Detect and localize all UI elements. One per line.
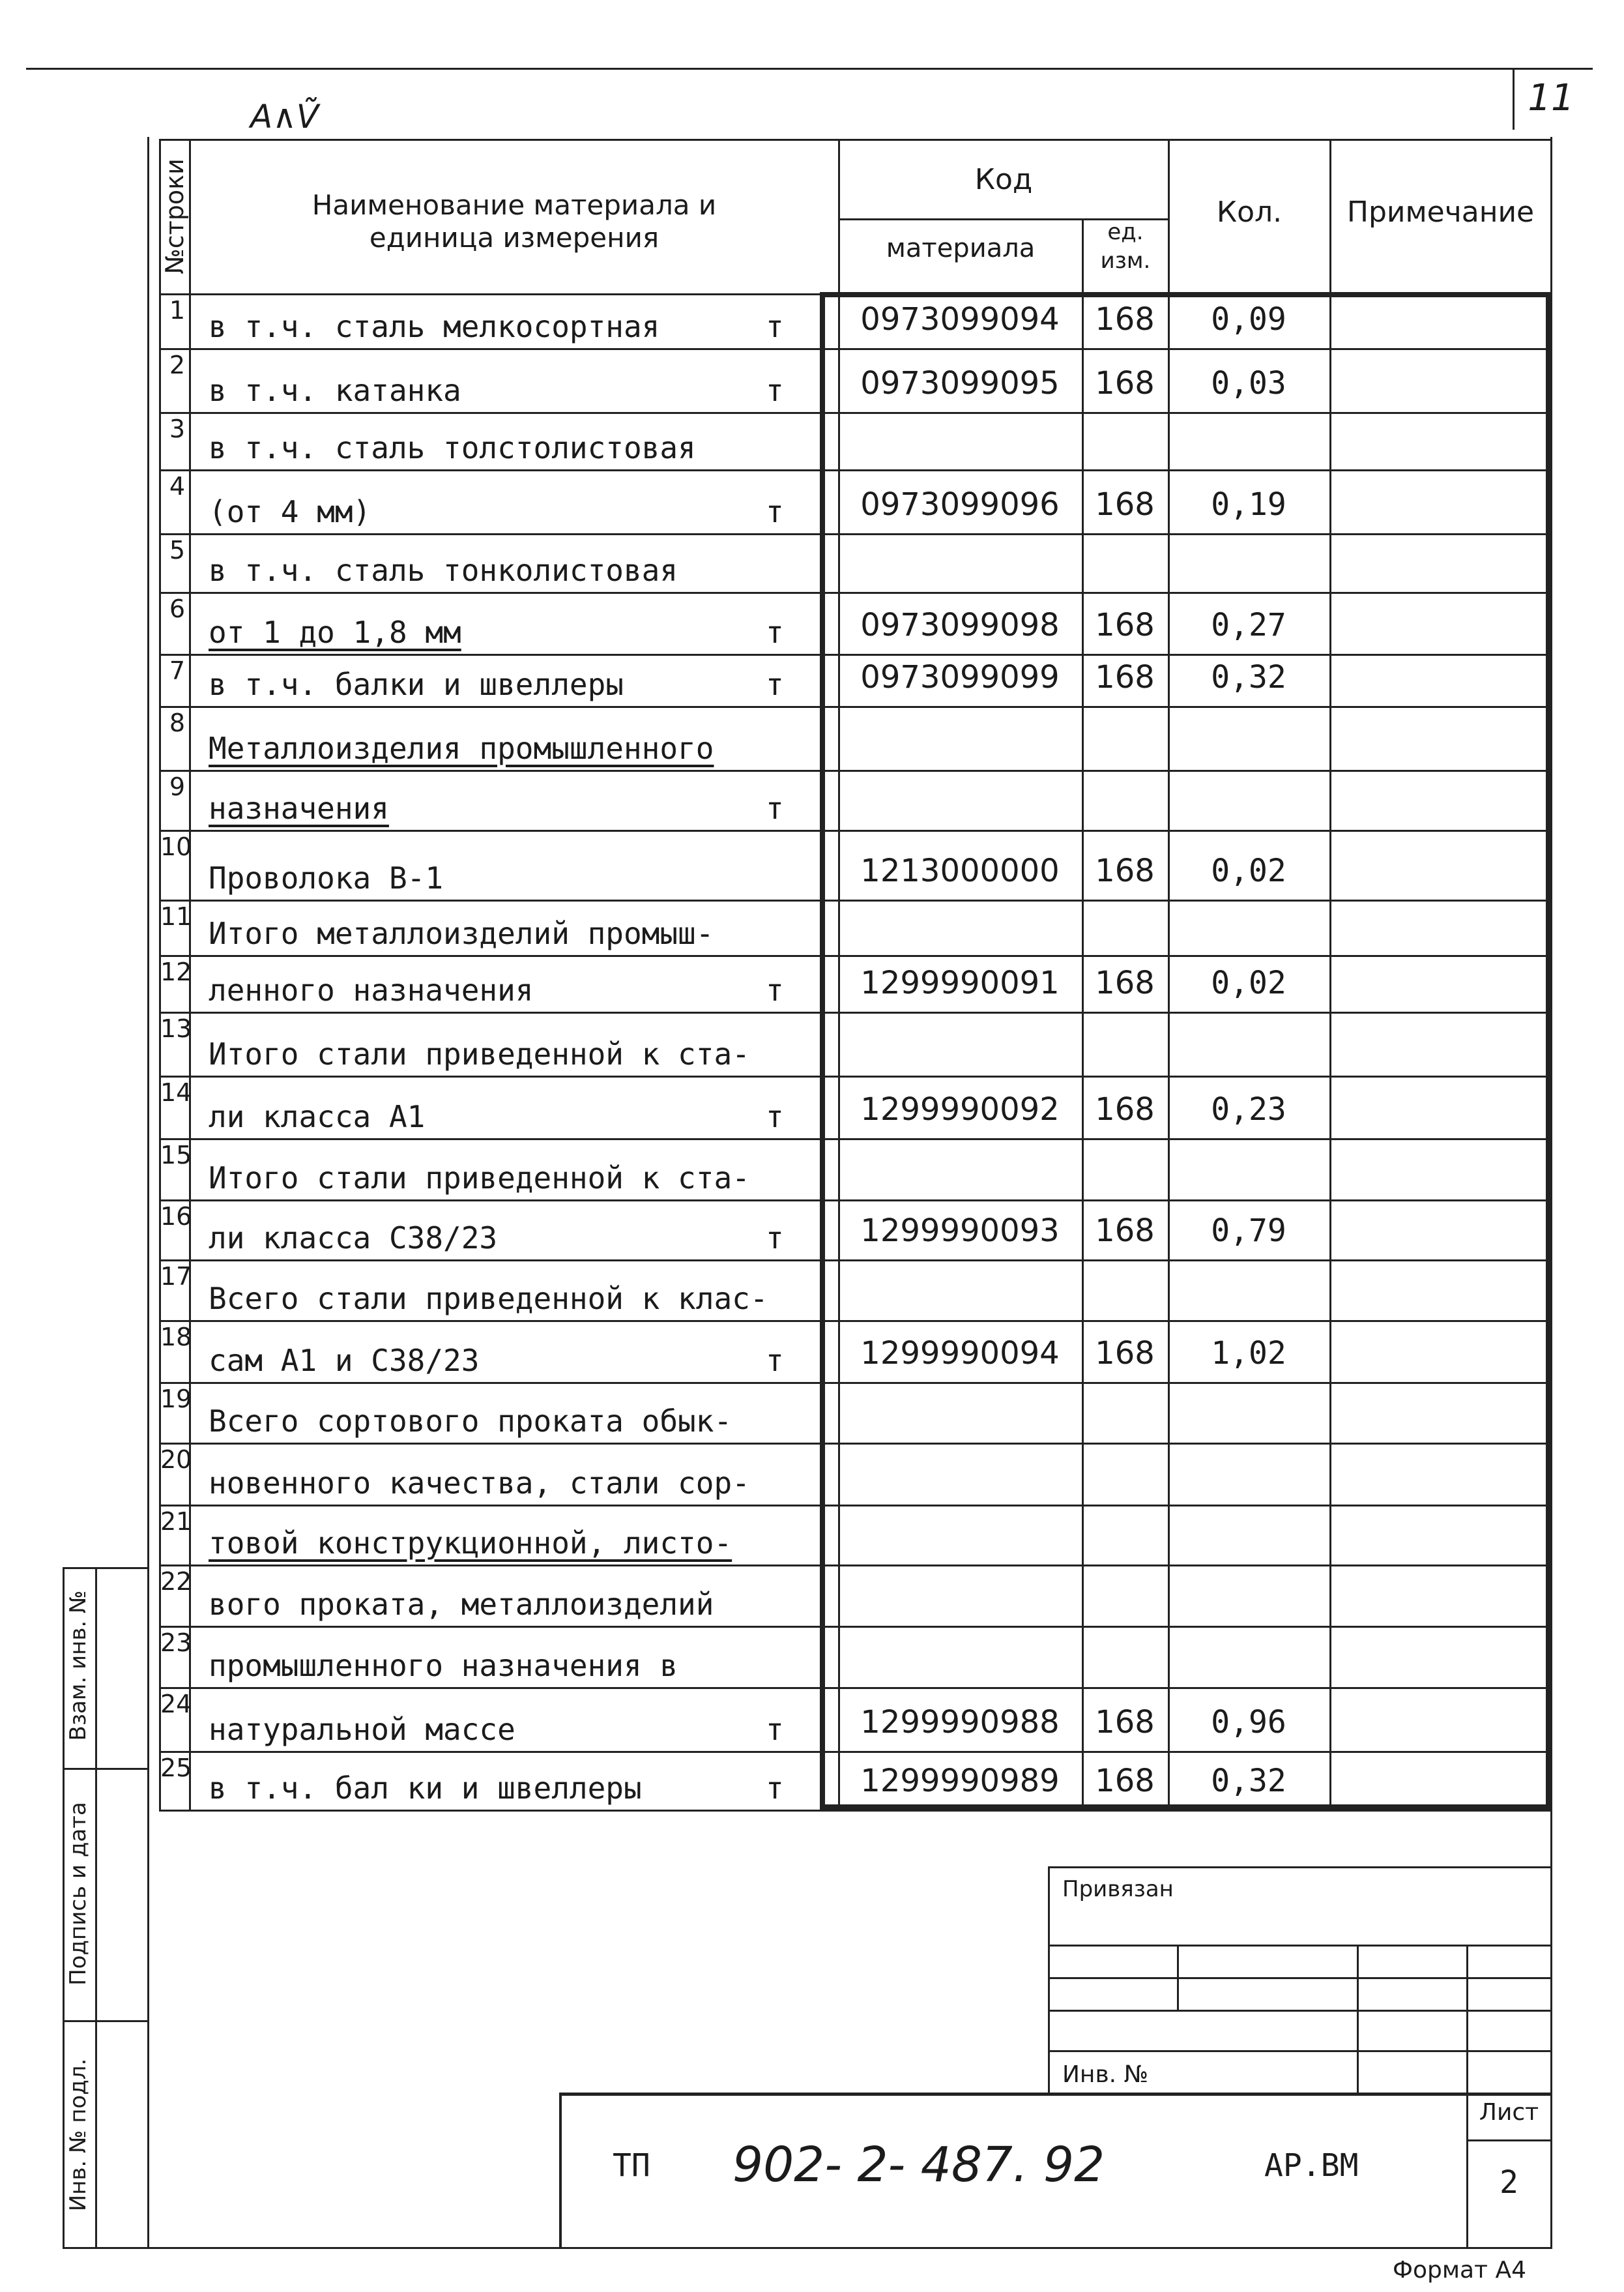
- row-number: 8: [169, 709, 185, 737]
- row-number: 17: [160, 1262, 192, 1291]
- unit-name: т: [766, 1770, 784, 1806]
- header-code: Код: [974, 163, 1033, 196]
- quantity: 0,32: [1211, 1763, 1286, 1799]
- header-row-number: №строки: [160, 158, 189, 274]
- unit-name: т: [766, 615, 784, 650]
- sheet-number-mark: 11: [1528, 77, 1574, 119]
- unit-code: 168: [1095, 1335, 1155, 1372]
- row-divider-line: [189, 592, 191, 656]
- unit-name: т: [766, 1343, 784, 1378]
- material-code: 1299990988: [860, 1704, 1060, 1741]
- header-qty: Кол.: [1216, 196, 1283, 229]
- quantity: 0,32: [1211, 659, 1286, 696]
- header-name-line2: единица измерения: [369, 222, 660, 254]
- material-name: Металлоизделия промышленного: [209, 731, 714, 766]
- quantity: 0,27: [1211, 607, 1286, 643]
- material-name: Итого металлоизделий промыш-: [209, 916, 714, 951]
- row-number: 7: [169, 656, 185, 685]
- row-number: 19: [160, 1385, 192, 1413]
- stamp-grid-v2: [1357, 1945, 1359, 2094]
- quantity: 0,23: [1211, 1091, 1286, 1128]
- stamp-inv-no: Инв. №: [1062, 2061, 1149, 2088]
- quantity: 0,03: [1211, 365, 1286, 402]
- material-name: Итого стали приведенной к ста-: [209, 1036, 750, 1072]
- side-strip-div2: [63, 2020, 149, 2022]
- row-number: 4: [169, 472, 185, 501]
- row-number: 22: [160, 1567, 192, 1596]
- unit-name: т: [766, 973, 784, 1008]
- stamp-left-line: [1048, 1866, 1050, 2094]
- unit-code: 168: [1095, 965, 1155, 1001]
- material-name: сам А1 и С38/23: [209, 1343, 480, 1378]
- material-name: ленного назначения: [209, 973, 534, 1008]
- side-label-vzam: Взам. инв. №: [65, 1590, 91, 1741]
- stamp-top-line: [1048, 1866, 1550, 1868]
- quantity: 0,02: [1211, 853, 1286, 889]
- unit-code: 168: [1095, 1091, 1155, 1128]
- material-name: от 1 до 1,8 мм: [209, 615, 461, 650]
- row-number: 24: [160, 1690, 192, 1718]
- data-area-frame: [820, 292, 1551, 1810]
- title-block-list-split: [1466, 2139, 1550, 2141]
- material-code: 1299990989: [860, 1763, 1060, 1799]
- material-name: в т.ч. балки и швеллеры: [209, 667, 624, 702]
- material-name: Проволока В-1: [209, 860, 444, 896]
- material-name: натуральной массе: [209, 1712, 515, 1747]
- stamp-tp: ТП: [613, 2147, 650, 2184]
- header-unit-b: изм.: [1100, 248, 1151, 274]
- unit-code: 168: [1095, 853, 1155, 889]
- material-code: 1299990092: [860, 1091, 1060, 1128]
- frame-left-line: [147, 137, 149, 2249]
- stamp-doc-number: 902- 2- 487. 92: [732, 2137, 1105, 2193]
- material-code: 1299990094: [860, 1335, 1060, 1372]
- row-number: 12: [160, 958, 192, 986]
- material-name: Итого стали приведенной к ста-: [209, 1160, 750, 1196]
- unit-code: 168: [1095, 1212, 1155, 1249]
- unit-name: т: [766, 373, 784, 408]
- sheet-number-box-divider: [1513, 68, 1515, 130]
- row-divider-line: [189, 706, 191, 772]
- stamp-grid-v1: [1177, 1945, 1179, 2012]
- stamp-grid-h1: [1048, 1945, 1550, 1947]
- row-number: 23: [160, 1628, 192, 1657]
- stamp-grid-h3: [1048, 2010, 1550, 2012]
- sheet-top-line: [26, 68, 1593, 70]
- stamp-privyazan: Привязан: [1062, 1876, 1174, 1902]
- quantity: 0,96: [1211, 1704, 1286, 1741]
- row-bottom-line: [159, 1810, 1550, 1812]
- material-name: вого проката, металлоизделий: [209, 1587, 714, 1622]
- material-name: в т.ч. катанка: [209, 373, 461, 408]
- row-number: 1: [169, 296, 185, 325]
- material-code: 0973099099: [860, 659, 1060, 696]
- material-name: новенного качества, стали сор-: [209, 1465, 750, 1501]
- material-name: Всего сортового проката обык-: [209, 1403, 732, 1439]
- quantity: 0,79: [1211, 1212, 1286, 1249]
- material-code: 1299990093: [860, 1212, 1060, 1249]
- material-code: 0973099098: [860, 607, 1060, 643]
- row-number: 3: [169, 415, 185, 443]
- unit-name: т: [766, 1220, 784, 1256]
- row-divider-line: [189, 533, 191, 594]
- side-strip-outer: [63, 1567, 65, 2248]
- stamp-list-label: Лист: [1479, 2099, 1539, 2126]
- header-vline-2: [838, 139, 840, 295]
- side-strip-top: [63, 1567, 149, 1569]
- stamp-list-number: 2: [1500, 2164, 1518, 2201]
- row-number: 18: [160, 1323, 192, 1351]
- header-material: материала: [886, 233, 1036, 263]
- material-name: Всего стали приведенной к клас-: [209, 1281, 768, 1316]
- header-top-line: [159, 139, 1550, 141]
- material-code: 0973099095: [860, 365, 1060, 402]
- row-divider-line: [189, 654, 191, 708]
- material-name: в т.ч. сталь мелкосортная: [209, 309, 660, 344]
- row-divider-line: [189, 293, 191, 350]
- row-number: 10: [160, 832, 192, 861]
- unit-name: т: [766, 309, 784, 344]
- stamp-grid-h4: [1048, 2050, 1550, 2052]
- row-number: 21: [160, 1507, 192, 1536]
- material-name: назначения: [209, 791, 389, 826]
- row-number: 16: [160, 1202, 192, 1231]
- format-label: Формат А4: [1392, 2257, 1526, 2284]
- unit-code: 168: [1095, 301, 1155, 338]
- row-number: 25: [160, 1754, 192, 1782]
- material-code: 1299990091: [860, 965, 1060, 1001]
- material-name: в т.ч. сталь толстолистовая: [209, 430, 696, 465]
- material-name: в т.ч. сталь тонколистовая: [209, 553, 678, 588]
- row-number: 2: [169, 351, 185, 379]
- title-block-left-line: [559, 2093, 562, 2248]
- unit-name: т: [766, 791, 784, 826]
- material-name: ли класса А1: [209, 1099, 426, 1134]
- side-strip-inner: [95, 1567, 97, 2248]
- material-code: 0973099096: [860, 486, 1060, 523]
- title-block-top-line: [559, 2093, 1550, 2096]
- unit-name: т: [766, 1712, 784, 1747]
- quantity: 0,02: [1211, 965, 1286, 1001]
- unit-name: т: [766, 494, 784, 529]
- row-divider-line: [189, 348, 191, 414]
- unit-name: т: [766, 667, 784, 702]
- unit-code: 168: [1095, 659, 1155, 696]
- quantity: 0,19: [1211, 486, 1286, 523]
- stamp-mark: АР.ВМ: [1264, 2147, 1359, 2184]
- row-number: 13: [160, 1014, 192, 1043]
- stamp-grid-v3: [1466, 1945, 1468, 2094]
- row-number: 9: [169, 772, 185, 801]
- side-label-inv-podl: Инв. № подл.: [65, 2058, 91, 2212]
- row-number: 6: [169, 595, 185, 623]
- quantity: 0,09: [1211, 301, 1286, 338]
- material-code: 1213000000: [860, 853, 1060, 889]
- unit-code: 168: [1095, 365, 1155, 402]
- material-name: (от 4 мм): [209, 494, 371, 529]
- stamp-grid-h2: [1048, 1977, 1550, 1979]
- side-label-podpis: Подпись и дата: [65, 1802, 91, 1986]
- quantity: 1,02: [1211, 1335, 1286, 1372]
- row-number: 5: [169, 536, 185, 565]
- unit-code: 168: [1095, 1704, 1155, 1741]
- row-divider-line: [189, 469, 191, 535]
- unit-name: т: [766, 1099, 784, 1134]
- header-name-line1: Наименование материала и: [312, 189, 717, 221]
- row-number: 14: [160, 1078, 192, 1107]
- side-strip-div1: [63, 1768, 149, 1770]
- row-divider-line: [189, 412, 191, 471]
- unit-code: 168: [1095, 1763, 1155, 1799]
- row-divider-line: [189, 770, 191, 832]
- material-name: в т.ч. бал ки и швеллеры: [209, 1770, 642, 1806]
- header-unit-a: ед.: [1107, 219, 1144, 245]
- row-number: 20: [160, 1445, 192, 1474]
- unit-code: 168: [1095, 486, 1155, 523]
- top-left-mark: А∧Ṽ: [250, 98, 319, 136]
- row-number: 15: [160, 1141, 192, 1169]
- material-name: товой конструкционной, листо-: [209, 1525, 732, 1561]
- material-name: промышленного назначения в: [209, 1648, 678, 1683]
- material-code: 0973099094: [860, 301, 1060, 338]
- header-note: Примечание: [1346, 196, 1535, 229]
- frame-bottom-line: [63, 2247, 1552, 2249]
- material-name: ли класса С38/23: [209, 1220, 498, 1256]
- row-number: 11: [160, 902, 192, 931]
- unit-code: 168: [1095, 607, 1155, 643]
